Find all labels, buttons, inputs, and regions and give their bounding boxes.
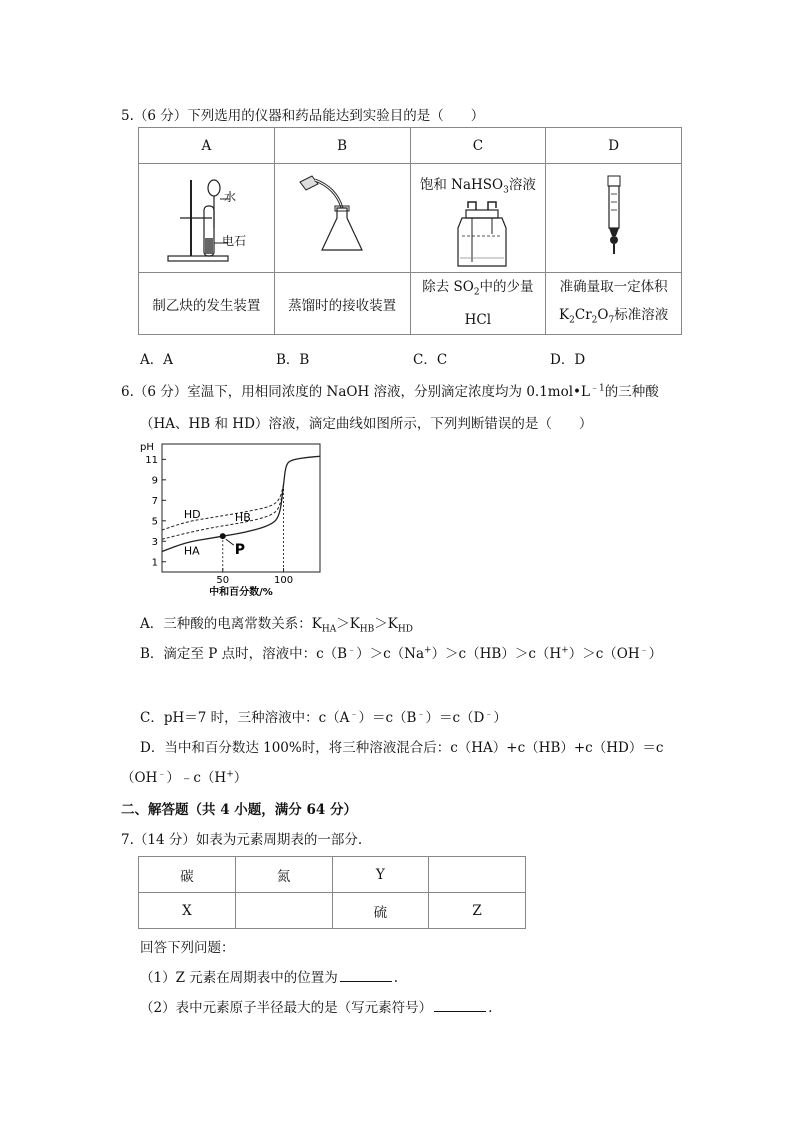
q6-b-close: ）	[648, 646, 663, 662]
cell-sulfur: 硫	[332, 893, 429, 929]
q7-part2-end: .	[488, 1000, 493, 1016]
acetylene-apparatus-image	[146, 168, 266, 268]
q5-image-d	[546, 164, 682, 273]
cell-empty	[235, 893, 332, 929]
q5-desc-c-line2: HCl	[464, 312, 492, 329]
point-p-marker	[220, 533, 226, 539]
chart-labels	[140, 442, 293, 596]
q6-c-text: C．pH＝7 时，三种溶液中：c（A	[140, 710, 350, 726]
q5-desc-c-line1	[411, 273, 546, 307]
q5-stem: 5.（6 分）下列选用的仪器和药品能达到实验目的是（ ）	[121, 108, 485, 124]
q5-header-b: B	[274, 128, 410, 164]
q6-a-text: A．三种酸的电离常数关系：K	[140, 616, 322, 632]
answer-blank[interactable]	[340, 968, 392, 982]
q6-option-d-line1: D．当中和百分数达 100%时，将三种溶液混合后：c（HA）+c（HB）+c（HD）＝c	[140, 740, 664, 756]
y-tick-label: 9	[151, 475, 158, 487]
q6-stem-text: 6.（6 分）室温下，用相同浓度的 NaOH 溶液，分别滴定浓度均为 0.1mol•L	[121, 384, 590, 400]
q5-desc-a: 制乙炔的发生装置	[139, 272, 275, 335]
q6-b-sup2: +	[424, 645, 432, 656]
q6-stem-line2: （HA、HB 和 HD）溶液，滴定曲线如图所示，下列判断错误的是（ ）	[140, 416, 593, 432]
q5-header-c: C	[410, 128, 546, 164]
q6-option-c	[140, 706, 507, 726]
o-text: O	[597, 306, 609, 323]
chart-series	[162, 456, 320, 551]
q5-desc-d-line2	[546, 301, 681, 335]
q5-image-b	[274, 164, 410, 273]
q5-desc-d	[546, 272, 682, 335]
carbide-label: 电石	[222, 234, 247, 248]
so2-text: 除去 SO	[422, 278, 474, 295]
q7-part1-end: .	[393, 970, 399, 986]
q5-image-c	[410, 164, 546, 273]
burette-image	[554, 168, 674, 268]
q5-desc-d-line1: 准确量取一定体积	[559, 278, 668, 295]
series-label-ha: HA	[183, 544, 200, 558]
q6-d-oh: （OH	[121, 770, 158, 786]
q5-option-d: D．D	[550, 352, 586, 368]
y-tick-label: 7	[151, 495, 158, 507]
table-row	[139, 857, 526, 893]
q6-c-end: ）	[493, 710, 507, 726]
q6-b-sup4: ﹣	[639, 645, 649, 656]
x-tick-label: 100	[273, 575, 294, 586]
q6-d-sup1: ﹣	[157, 769, 167, 780]
q7-prompt: 回答下列问题：	[140, 940, 235, 956]
y-tick-label: 3	[151, 536, 158, 548]
nahso3-sub: 3	[503, 185, 509, 196]
q5-desc-b: 蒸馏时的接收装置	[274, 272, 410, 335]
q6-b-sup1: ﹣	[347, 645, 357, 656]
q6-c-sup3: ﹣	[484, 709, 494, 720]
cell-carbon: 碳	[139, 857, 236, 893]
q6-option-a	[140, 612, 413, 635]
series-ha-line	[162, 456, 320, 551]
y-axis-label: pH	[140, 442, 154, 453]
point-p-label: P	[234, 542, 246, 559]
q7-part2-text: （2）表中元素原子半径最大的是（写元素符号）	[140, 1000, 433, 1016]
k-hb-sub: HB	[359, 624, 375, 635]
q6-d-close: ）	[233, 770, 248, 786]
q5-desc-c	[410, 272, 546, 335]
q6-option-d-line2	[121, 766, 247, 786]
distillation-receiver-image	[282, 168, 402, 268]
q7-stem: 7.（14 分）如表为元素周期表的一部分.	[121, 832, 363, 848]
y-tick-label: 5	[151, 516, 158, 528]
y-tick-label: 11	[145, 454, 158, 466]
q5-header-d: D	[546, 128, 682, 164]
q6-c-sup2: ﹣	[416, 709, 426, 720]
q6-c-m1: ）＝c（B	[358, 710, 417, 726]
series-hd-line	[162, 485, 284, 530]
q6-d-sup2: +	[226, 769, 234, 780]
q5-table	[138, 127, 682, 335]
nahso3-text: 饱和 NaHSO	[419, 177, 504, 193]
nahso3-tail: 溶液	[508, 177, 536, 193]
point-p-pointer	[226, 539, 234, 545]
k-sub: 2	[569, 315, 575, 326]
cr-text: Cr	[574, 306, 592, 323]
q6-option-b	[140, 642, 662, 662]
q5-option-a: A．A	[140, 352, 173, 368]
q5-option-b: B．B	[276, 352, 310, 368]
o-sub: 7	[608, 315, 615, 326]
q7-part1-text: （1）Z 元素在周期表中的位置为	[140, 970, 338, 986]
series-hb-line	[162, 485, 284, 539]
gas-washing-bottle-image	[418, 200, 538, 272]
q6-a-gt2: ＞K	[374, 616, 398, 632]
periodic-table-fragment	[138, 856, 526, 929]
q6-b-mid: ）＞c（Na	[356, 646, 425, 662]
cr-sub: 2	[591, 315, 598, 326]
saturated-nahso3-label	[411, 173, 546, 196]
q6-a-gt1: ＞K	[336, 616, 360, 632]
q6-b-text: B．滴定至 P 点时，溶液中：c（B	[140, 646, 348, 662]
k-text: K	[559, 306, 570, 323]
q6-b-mid2: ）＞c（HB）＞c（H	[431, 646, 562, 662]
q5-image-a	[139, 164, 275, 273]
table-row	[139, 893, 526, 929]
water-label: 水	[224, 190, 237, 204]
answer-blank[interactable]	[434, 998, 486, 1012]
q6-stem-sup: ﹣1	[589, 383, 605, 394]
y-tick-label: 1	[151, 557, 158, 569]
q6-b-end: ）＞c（OH	[568, 646, 640, 662]
q6-b-sup3: +	[561, 645, 569, 656]
q7-part1	[140, 966, 398, 986]
x-tick-label: 50	[216, 575, 230, 586]
section-2-title: 二、解答题（共 4 小题，满分 64 分）	[121, 802, 357, 818]
series-label-hd: HD	[183, 507, 201, 521]
k-ha-sub: HA	[321, 624, 337, 635]
q7-part2	[140, 996, 492, 1016]
x-axis-label: 中和百分数/%	[209, 587, 273, 596]
series-label-hb: HB	[234, 510, 251, 524]
cell-z: Z	[429, 893, 526, 929]
q5-option-c: C．C	[413, 352, 448, 368]
q6-c-sup1: ﹣	[349, 709, 359, 720]
q6-stem-line1	[121, 380, 659, 400]
cell-nitrogen: 氮	[235, 857, 332, 893]
q6-c-m2: ）＝c（D	[425, 710, 485, 726]
q6-stem-tail: 的三种酸	[604, 384, 659, 400]
cell-empty	[429, 857, 526, 893]
q5-header-a: A	[139, 128, 275, 164]
q6-d-h: ）﹣c（H	[166, 770, 227, 786]
so2-sub: 2	[473, 287, 480, 298]
dichromate-tail: 标准溶液	[614, 306, 669, 323]
cell-y: Y	[332, 857, 429, 893]
cell-x: X	[139, 893, 236, 929]
k-hd-sub: HD	[397, 624, 413, 635]
so2-tail: 中的少量	[479, 278, 534, 295]
titration-chart	[138, 436, 328, 596]
